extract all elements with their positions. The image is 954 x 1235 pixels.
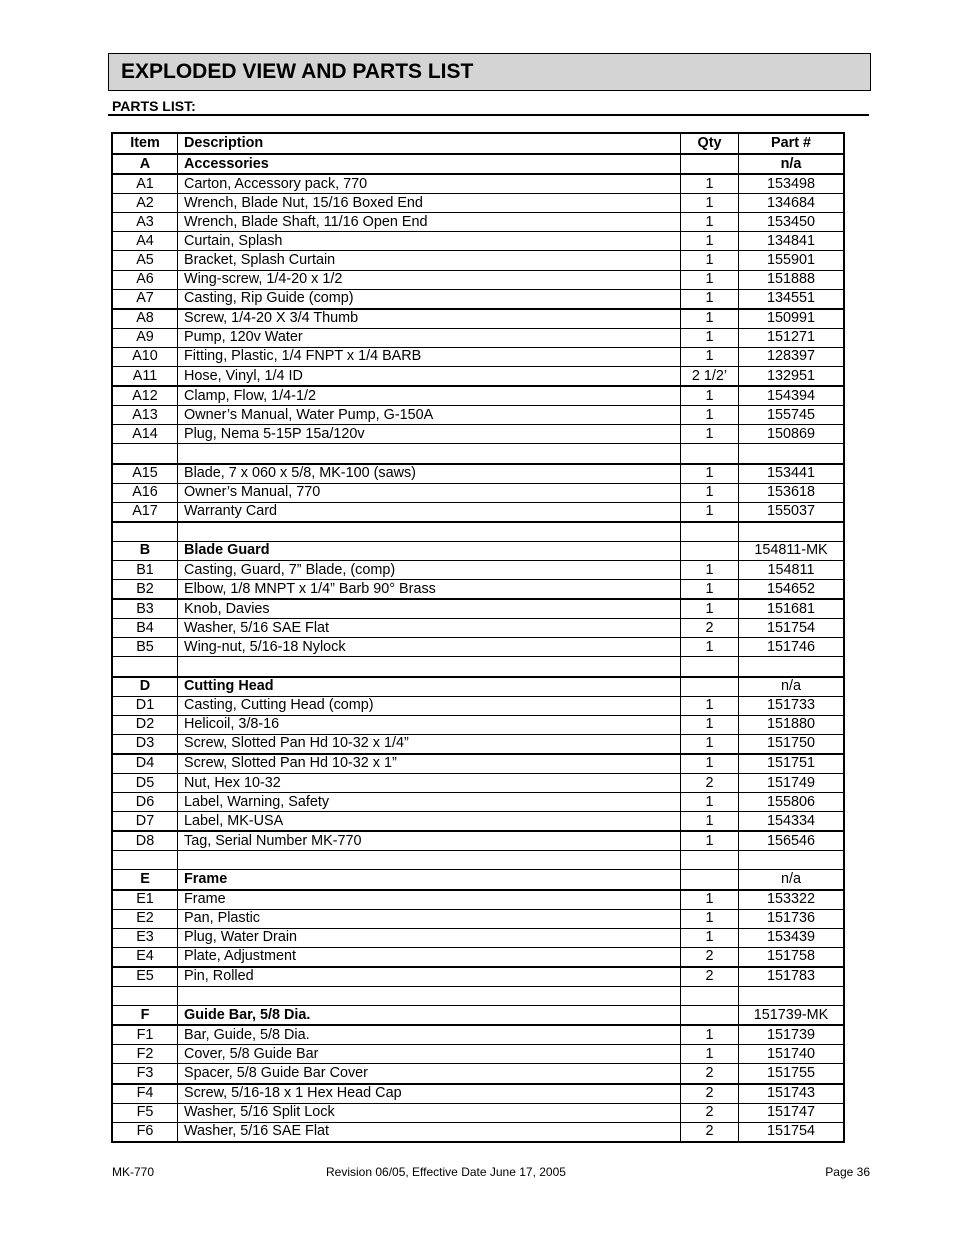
table-row — [112, 831, 844, 851]
cell-qty: 1 — [681, 734, 739, 754]
cell-description: Frame — [178, 870, 681, 890]
cell-part-number: 128397 — [739, 347, 845, 366]
cell-qty: 1 — [681, 793, 739, 812]
cell-item: D2 — [112, 715, 178, 734]
cell-qty: 1 — [681, 386, 739, 406]
cell-item: B5 — [112, 638, 178, 657]
cell-description: Hose, Vinyl, 1/4 ID — [178, 367, 681, 387]
cell-item — [112, 657, 178, 677]
column-header-part-number: Part # — [739, 133, 845, 154]
cell-qty: 2 — [681, 1122, 739, 1142]
cell-qty: 1 — [681, 174, 739, 194]
table-row — [112, 1103, 844, 1122]
cell-description: Washer, 5/16 SAE Flat — [178, 1122, 681, 1142]
table-row — [112, 638, 844, 657]
cell-qty: 1 — [681, 560, 739, 579]
cell-qty: 1 — [681, 232, 739, 251]
cell-qty — [681, 851, 739, 870]
cell-description: Guide Bar, 5/8 Dia. — [178, 1006, 681, 1026]
cell-description: Cutting Head — [178, 677, 681, 697]
table-row — [112, 890, 844, 910]
cell-description: Casting, Cutting Head (comp) — [178, 696, 681, 715]
table-row — [112, 599, 844, 619]
table-row — [112, 696, 844, 715]
cell-description: Owner’s Manual, 770 — [178, 483, 681, 502]
cell-part-number: 134841 — [739, 232, 845, 251]
cell-qty — [681, 444, 739, 464]
cell-description: Plate, Adjustment — [178, 947, 681, 967]
cell-description: Blade Guard — [178, 541, 681, 560]
cell-part-number: 151754 — [739, 1122, 845, 1142]
cell-part-number: 151888 — [739, 270, 845, 289]
cell-qty: 1 — [681, 309, 739, 329]
table-row — [112, 289, 844, 309]
cell-description: Curtain, Splash — [178, 232, 681, 251]
cell-part-number: 151736 — [739, 909, 845, 928]
cell-qty: 2 — [681, 619, 739, 638]
cell-description: Pin, Rolled — [178, 967, 681, 987]
table-group-row — [112, 541, 844, 560]
cell-description: Frame — [178, 890, 681, 910]
cell-item: A4 — [112, 232, 178, 251]
cell-item — [112, 444, 178, 464]
cell-description: Label, MK-USA — [178, 812, 681, 832]
cell-qty: 1 — [681, 928, 739, 947]
cell-qty: 1 — [681, 406, 739, 425]
cell-part-number: 155901 — [739, 251, 845, 270]
cell-qty: 1 — [681, 1025, 739, 1045]
cell-part-number: 156546 — [739, 831, 845, 851]
cell-description: Elbow, 1/8 MNPT x 1/4” Barb 90° Brass — [178, 580, 681, 600]
table-row — [112, 367, 844, 387]
cell-qty: 1 — [681, 599, 739, 619]
cell-part-number: 150869 — [739, 425, 845, 444]
cell-item: E — [112, 870, 178, 890]
cell-item: A12 — [112, 386, 178, 406]
table-row — [112, 174, 844, 194]
table-row — [112, 987, 844, 1006]
cell-item: A9 — [112, 328, 178, 347]
table-row — [112, 560, 844, 579]
table-row — [112, 851, 844, 870]
table-row — [112, 967, 844, 987]
parts-table-body — [112, 154, 844, 1142]
cell-part-number: 151749 — [739, 774, 845, 793]
cell-description: Carton, Accessory pack, 770 — [178, 174, 681, 194]
cell-part-number: n/a — [739, 677, 845, 697]
cell-qty — [681, 522, 739, 542]
table-row — [112, 406, 844, 425]
table-row — [112, 1122, 844, 1142]
column-header-qty: Qty — [681, 133, 739, 154]
cell-item: F4 — [112, 1084, 178, 1104]
cell-qty: 1 — [681, 812, 739, 832]
table-row — [112, 734, 844, 754]
cell-item: F2 — [112, 1045, 178, 1064]
cell-qty: 1 — [681, 483, 739, 502]
cell-item: A1 — [112, 174, 178, 194]
cell-description: Warranty Card — [178, 502, 681, 522]
table-row — [112, 309, 844, 329]
cell-qty: 1 — [681, 194, 739, 213]
cell-part-number: 151755 — [739, 1064, 845, 1084]
cell-qty: 2 — [681, 947, 739, 967]
cell-part-number: 151681 — [739, 599, 845, 619]
cell-description: Casting, Guard, 7” Blade, (comp) — [178, 560, 681, 579]
cell-qty: 2 — [681, 1103, 739, 1122]
cell-qty — [681, 870, 739, 890]
column-header-item: Item — [112, 133, 178, 154]
cell-description: Casting, Rip Guide (comp) — [178, 289, 681, 309]
cell-part-number: 151754 — [739, 619, 845, 638]
table-row — [112, 947, 844, 967]
cell-part-number: 150991 — [739, 309, 845, 329]
cell-description: Wing-nut, 5/16-18 Nylock — [178, 638, 681, 657]
table-row — [112, 483, 844, 502]
cell-description: Washer, 5/16 SAE Flat — [178, 619, 681, 638]
cell-part-number: 154334 — [739, 812, 845, 832]
cell-description — [178, 444, 681, 464]
table-row — [112, 774, 844, 793]
cell-qty: 1 — [681, 502, 739, 522]
cell-item: B4 — [112, 619, 178, 638]
cell-part-number: 151743 — [739, 1084, 845, 1104]
cell-item: A16 — [112, 483, 178, 502]
table-row — [112, 754, 844, 774]
cell-item: A11 — [112, 367, 178, 387]
table-group-row — [112, 1006, 844, 1026]
cell-part-number: n/a — [739, 870, 845, 890]
cell-item: D3 — [112, 734, 178, 754]
cell-part-number: 154652 — [739, 580, 845, 600]
cell-description: Screw, 1/4-20 X 3/4 Thumb — [178, 309, 681, 329]
footer-revision: Revision 06/05, Effective Date June 17, 2005 — [326, 1165, 566, 1179]
cell-part-number: 151733 — [739, 696, 845, 715]
cell-item: E2 — [112, 909, 178, 928]
cell-item: A — [112, 154, 178, 174]
cell-item: A15 — [112, 464, 178, 484]
cell-qty: 1 — [681, 1045, 739, 1064]
cell-part-number: 134551 — [739, 289, 845, 309]
cell-qty: 1 — [681, 425, 739, 444]
cell-part-number: 155806 — [739, 793, 845, 812]
section-divider — [108, 114, 869, 116]
page-title: EXPLODED VIEW AND PARTS LIST — [121, 60, 474, 83]
cell-part-number: 153441 — [739, 464, 845, 484]
cell-part-number: 151751 — [739, 754, 845, 774]
table-row — [112, 464, 844, 484]
cell-item: A10 — [112, 347, 178, 366]
cell-qty: 2 — [681, 1064, 739, 1084]
cell-description: Pump, 120v Water — [178, 328, 681, 347]
cell-part-number: 151880 — [739, 715, 845, 734]
cell-qty: 1 — [681, 464, 739, 484]
cell-description: Blade, 7 x 060 x 5/8, MK-100 (saws) — [178, 464, 681, 484]
cell-description — [178, 851, 681, 870]
cell-part-number: 153498 — [739, 174, 845, 194]
cell-qty: 1 — [681, 270, 739, 289]
cell-item: F3 — [112, 1064, 178, 1084]
cell-qty: 2 — [681, 967, 739, 987]
cell-part-number: 151739 — [739, 1025, 845, 1045]
cell-item: D1 — [112, 696, 178, 715]
cell-description: Spacer, 5/8 Guide Bar Cover — [178, 1064, 681, 1084]
cell-item: B3 — [112, 599, 178, 619]
cell-item — [112, 851, 178, 870]
cell-description: Screw, 5/16-18 x 1 Hex Head Cap — [178, 1084, 681, 1104]
cell-description: Nut, Hex 10-32 — [178, 774, 681, 793]
cell-part-number: 151746 — [739, 638, 845, 657]
cell-item — [112, 522, 178, 542]
table-row — [112, 270, 844, 289]
cell-qty: 1 — [681, 890, 739, 910]
parts-table — [111, 132, 845, 1143]
cell-item: D8 — [112, 831, 178, 851]
cell-description — [178, 522, 681, 542]
table-row — [112, 502, 844, 522]
table-row — [112, 522, 844, 542]
cell-description: Wing-screw, 1/4-20 x 1/2 — [178, 270, 681, 289]
table-row — [112, 580, 844, 600]
cell-part-number: 151783 — [739, 967, 845, 987]
table-row — [112, 909, 844, 928]
cell-item: A17 — [112, 502, 178, 522]
cell-qty: 1 — [681, 754, 739, 774]
table-group-row — [112, 677, 844, 697]
table-row — [112, 619, 844, 638]
cell-description: Knob, Davies — [178, 599, 681, 619]
cell-description: Wrench, Blade Nut, 15/16 Boxed End — [178, 194, 681, 213]
cell-item: A7 — [112, 289, 178, 309]
cell-qty: 1 — [681, 638, 739, 657]
section-heading: PARTS LIST: — [112, 98, 196, 114]
cell-qty: 2 1/2’ — [681, 367, 739, 387]
cell-part-number: 134684 — [739, 194, 845, 213]
cell-description: Clamp, Flow, 1/4-1/2 — [178, 386, 681, 406]
cell-description: Screw, Slotted Pan Hd 10-32 x 1/4” — [178, 734, 681, 754]
cell-part-number: 151740 — [739, 1045, 845, 1064]
cell-item: A2 — [112, 194, 178, 213]
cell-item: A6 — [112, 270, 178, 289]
cell-description: Label, Warning, Safety — [178, 793, 681, 812]
cell-description — [178, 657, 681, 677]
cell-item: E3 — [112, 928, 178, 947]
table-row — [112, 1025, 844, 1045]
cell-qty: 1 — [681, 696, 739, 715]
cell-qty: 2 — [681, 774, 739, 793]
cell-part-number: 153450 — [739, 213, 845, 232]
cell-item: B — [112, 541, 178, 560]
cell-description: Wrench, Blade Shaft, 11/16 Open End — [178, 213, 681, 232]
table-group-row — [112, 154, 844, 174]
cell-description: Plug, Water Drain — [178, 928, 681, 947]
cell-item: E1 — [112, 890, 178, 910]
cell-description: Helicoil, 3/8-16 — [178, 715, 681, 734]
cell-description: Bar, Guide, 5/8 Dia. — [178, 1025, 681, 1045]
cell-item: B1 — [112, 560, 178, 579]
cell-part-number — [739, 657, 845, 677]
table-row — [112, 1064, 844, 1084]
page-title-banner — [108, 53, 871, 91]
table-header-row — [112, 133, 844, 154]
cell-description: Tag, Serial Number MK-770 — [178, 831, 681, 851]
table-row — [112, 386, 844, 406]
table-row — [112, 793, 844, 812]
cell-part-number: 153439 — [739, 928, 845, 947]
cell-part-number — [739, 522, 845, 542]
cell-qty — [681, 1006, 739, 1026]
cell-item: E5 — [112, 967, 178, 987]
table-row — [112, 347, 844, 366]
cell-item: A14 — [112, 425, 178, 444]
cell-part-number: 153322 — [739, 890, 845, 910]
cell-item: F — [112, 1006, 178, 1026]
cell-description: Pan, Plastic — [178, 909, 681, 928]
cell-item: A5 — [112, 251, 178, 270]
cell-qty: 1 — [681, 715, 739, 734]
cell-qty: 1 — [681, 328, 739, 347]
table-row — [112, 928, 844, 947]
footer-page-number: Page 36 — [825, 1165, 870, 1179]
table-row — [112, 328, 844, 347]
table-row — [112, 812, 844, 832]
cell-item: F6 — [112, 1122, 178, 1142]
cell-description: Accessories — [178, 154, 681, 174]
cell-description: Washer, 5/16 Split Lock — [178, 1103, 681, 1122]
table-row — [112, 213, 844, 232]
cell-item — [112, 987, 178, 1006]
cell-qty: 1 — [681, 909, 739, 928]
table-row — [112, 444, 844, 464]
table-row — [112, 1045, 844, 1064]
cell-qty: 1 — [681, 347, 739, 366]
cell-part-number: 132951 — [739, 367, 845, 387]
cell-item: D5 — [112, 774, 178, 793]
cell-item: A8 — [112, 309, 178, 329]
cell-part-number: 154811 — [739, 560, 845, 579]
cell-part-number: 155745 — [739, 406, 845, 425]
cell-description: Owner’s Manual, Water Pump, G-150A — [178, 406, 681, 425]
cell-part-number: 155037 — [739, 502, 845, 522]
cell-item: D4 — [112, 754, 178, 774]
cell-item: A3 — [112, 213, 178, 232]
cell-part-number: 151758 — [739, 947, 845, 967]
cell-item: D7 — [112, 812, 178, 832]
cell-part-number: n/a — [739, 154, 845, 174]
cell-item: E4 — [112, 947, 178, 967]
cell-qty — [681, 541, 739, 560]
cell-qty: 2 — [681, 1084, 739, 1104]
cell-item: F1 — [112, 1025, 178, 1045]
cell-description — [178, 987, 681, 1006]
cell-description: Screw, Slotted Pan Hd 10-32 x 1” — [178, 754, 681, 774]
table-row — [112, 251, 844, 270]
cell-part-number: 151739-MK — [739, 1006, 845, 1026]
cell-description: Plug, Nema 5-15P 15a/120v — [178, 425, 681, 444]
cell-part-number — [739, 851, 845, 870]
cell-part-number: 151271 — [739, 328, 845, 347]
cell-part-number: 154811-MK — [739, 541, 845, 560]
cell-part-number: 151747 — [739, 1103, 845, 1122]
cell-qty — [681, 657, 739, 677]
cell-description: Fitting, Plastic, 1/4 FNPT x 1/4 BARB — [178, 347, 681, 366]
table-row — [112, 425, 844, 444]
table-row — [112, 1084, 844, 1104]
cell-qty: 1 — [681, 251, 739, 270]
cell-part-number — [739, 987, 845, 1006]
cell-description: Cover, 5/8 Guide Bar — [178, 1045, 681, 1064]
cell-qty — [681, 677, 739, 697]
cell-qty: 1 — [681, 289, 739, 309]
table-row — [112, 194, 844, 213]
column-header-description: Description — [178, 133, 681, 154]
cell-item: D6 — [112, 793, 178, 812]
cell-item: D — [112, 677, 178, 697]
cell-part-number — [739, 444, 845, 464]
cell-qty: 1 — [681, 213, 739, 232]
cell-part-number: 151750 — [739, 734, 845, 754]
cell-qty — [681, 987, 739, 1006]
cell-qty: 1 — [681, 580, 739, 600]
cell-description: Bracket, Splash Curtain — [178, 251, 681, 270]
table-row — [112, 715, 844, 734]
table-group-row — [112, 870, 844, 890]
cell-item: A13 — [112, 406, 178, 425]
cell-part-number: 153618 — [739, 483, 845, 502]
cell-qty — [681, 154, 739, 174]
cell-item: B2 — [112, 580, 178, 600]
cell-item: F5 — [112, 1103, 178, 1122]
table-row — [112, 657, 844, 677]
table-row — [112, 232, 844, 251]
footer-model: MK-770 — [112, 1165, 155, 1179]
cell-qty: 1 — [681, 831, 739, 851]
cell-part-number: 154394 — [739, 386, 845, 406]
